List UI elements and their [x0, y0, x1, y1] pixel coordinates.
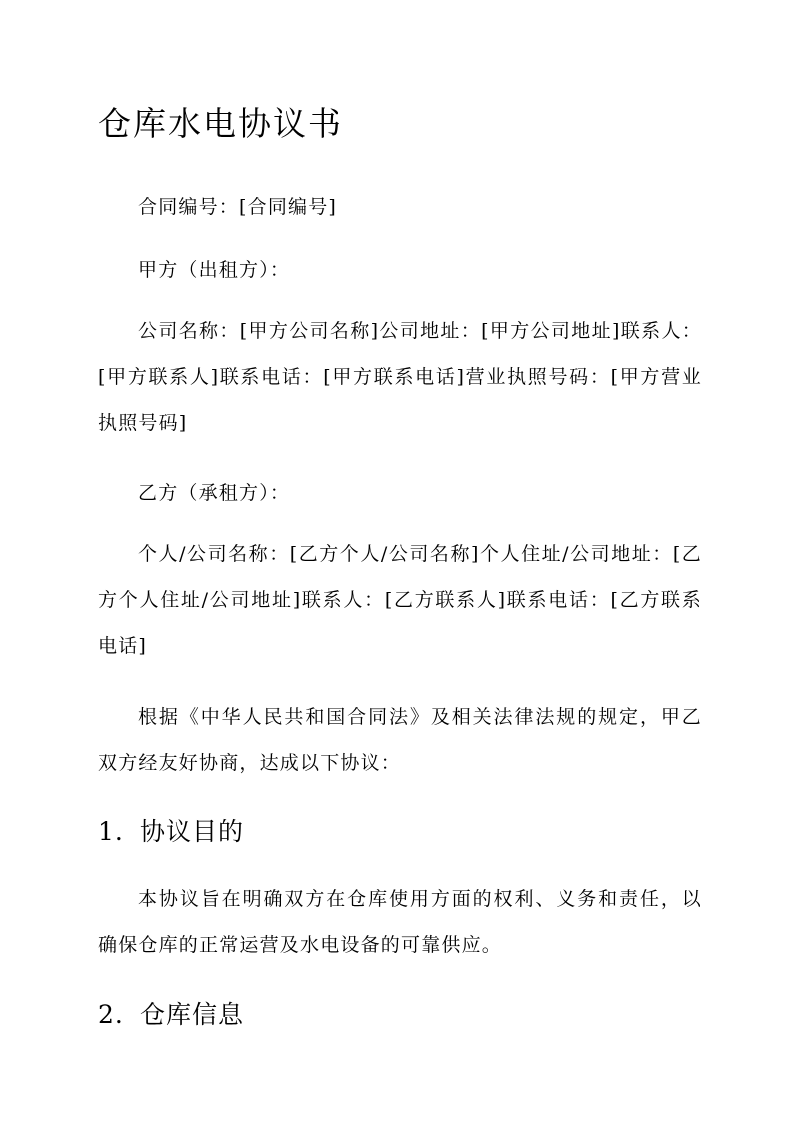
- party-b-heading: 乙方（承租方）：: [138, 482, 291, 504]
- party-a-details: 公司名称：[甲方公司名称]公司地址：[甲方公司地址]联系人：[甲方联系人]联系电话：[甲方联系电话]营业执照号码：[甲方营业执照号码]: [98, 320, 702, 434]
- section-number: 2.: [98, 1000, 124, 1029]
- document-title: 仓库水电协议书: [98, 104, 343, 143]
- section-number: 1.: [98, 817, 124, 846]
- section-heading-1: [98, 812, 244, 848]
- party-b-details: 个人/公司名称：[乙方个人/公司名称]个人住址/公司地址：[乙方个人住址/公司地址]联系人：[乙方联系人]联系电话：[乙方联系电话]: [98, 543, 702, 657]
- section-title: 仓库信息: [140, 1000, 245, 1029]
- contract-number-line: 合同编号：[合同编号]: [138, 196, 338, 218]
- section-title: 协议目的: [140, 817, 245, 846]
- party-a-heading: 甲方（出租方）：: [138, 259, 291, 281]
- section-heading-2: [98, 995, 244, 1031]
- preamble-paragraph: 根据《中华人民共和国合同法》及相关法律法规的规定，甲乙双方经友好协商，达成以下协议：: [98, 706, 702, 774]
- section-1-body: 本协议旨在明确双方在仓库使用方面的权利、义务和责任，以确保仓库的正常运营及水电设备的可靠供应。: [98, 888, 702, 956]
